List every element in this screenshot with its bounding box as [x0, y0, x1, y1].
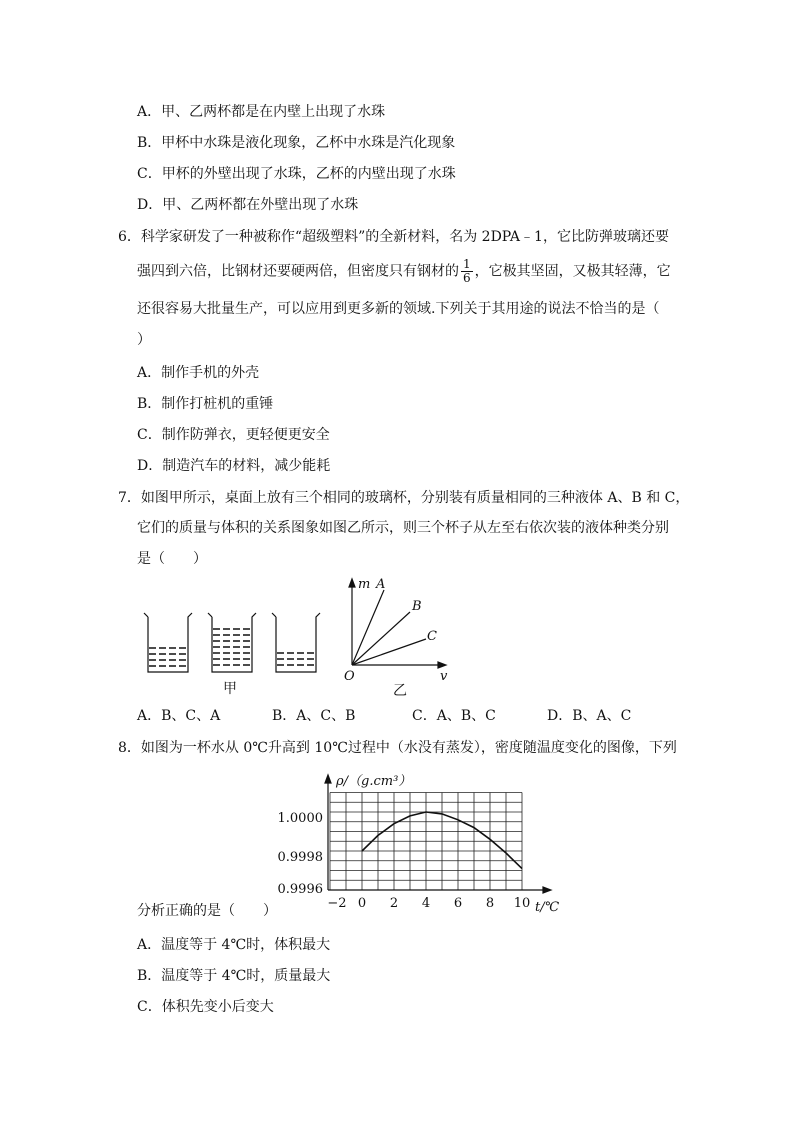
line-c-label: C — [427, 629, 437, 644]
line-b — [352, 612, 410, 665]
q6-line2 — [137, 258, 671, 285]
x-tick-0: 0 — [357, 896, 367, 911]
q7-option-b: B．A、C、B — [272, 708, 356, 724]
x-tick-8: 8 — [485, 896, 495, 911]
q6-line1: 6．科学家研发了一种被称作“超级塑料”的全新材料，名为 2DPA﹣1，它比防弹玻璃还要 — [118, 229, 669, 245]
q5-option-d: D．甲、乙两杯都在外壁出现了水珠 — [137, 197, 359, 213]
q7-line1: 7．如图甲所示，桌面上放有三个相同的玻璃杯，分别装有质量相同的三种液体 A、B 和 C， — [118, 490, 690, 506]
q6-option-a: A．制作手机的外壳 — [137, 365, 260, 381]
q8-option-a: A．温度等于 4℃时，体积最大 — [137, 937, 331, 953]
x-tick-6: 6 — [453, 896, 463, 911]
mass-volume-graph — [340, 575, 460, 685]
axis-v-label: v — [440, 669, 448, 684]
y-axis-arrow — [325, 775, 331, 783]
beaker-left — [144, 613, 192, 672]
x-tick-10: 10 — [513, 896, 531, 911]
line-a — [352, 590, 384, 665]
q8-option-c: C．体积先变小后变大 — [137, 999, 274, 1015]
q7-option-a: A．B、C、A — [137, 708, 221, 724]
q6-option-b: B．制作打桩机的重锤 — [137, 396, 274, 412]
beaker-middle — [208, 613, 256, 672]
q7-line2: 它们的质量与体积的关系图象如图乙所示，则三个杯子从左至右依次装的液体种类分别 — [137, 520, 669, 536]
x-axis-arrow — [543, 887, 551, 893]
q6-line2-pre: 强四到六倍，比钢材还要硬两倍，但密度只有钢材的 — [137, 263, 459, 280]
y-tick-1.0000: 1.0000 — [277, 811, 323, 826]
q6-line4: ） — [137, 332, 151, 348]
y-tick-0.9998: 0.9998 — [277, 850, 323, 865]
density-chart — [270, 768, 570, 918]
q6-line3: 还很容易大批量生产，可以应用到更多新的领域.下列关于其用途的说法不恰当的是（ — [137, 301, 660, 317]
fraction-one-sixth — [461, 258, 473, 285]
beaker-right — [272, 613, 320, 672]
y-tick-0.9996: 0.9996 — [277, 882, 323, 897]
fraction-denominator: 6 — [463, 271, 471, 285]
q7-option-c: C．A、B、C — [412, 708, 496, 724]
axis-m-label: m — [358, 577, 371, 592]
q8-line2: 分析正确的是（ ） — [137, 903, 277, 919]
q7-line3: 是（ ） — [137, 551, 207, 567]
line-a-label: A — [376, 577, 386, 592]
q5-option-c: C．甲杯的外壁出现了水珠，乙杯的内壁出现了水珠 — [137, 166, 456, 182]
q7-option-d: D．B、A、C — [547, 708, 632, 724]
y-axis-title: ρ/（g.cm³） — [336, 774, 412, 789]
fraction-numerator: 1 — [463, 257, 471, 271]
q8-option-b: B．温度等于 4℃时，质量最大 — [137, 968, 331, 984]
x-tick-4: 4 — [421, 896, 431, 911]
q6-line2-post: ，它极其坚固，又极其轻薄，它 — [474, 263, 671, 280]
origin-label: O — [344, 669, 355, 684]
line-c — [352, 639, 426, 665]
x-axis-title: t/℃ — [535, 900, 560, 915]
q5-option-b: B．甲杯中水珠是液化现象，乙杯中水珠是汽化现象 — [137, 135, 456, 151]
line-b-label: B — [412, 599, 422, 614]
x-tick-2: 2 — [389, 896, 399, 911]
q8-line1: 8．如图为一杯水从 0℃升高到 10℃过程中（水没有蒸发），密度随温度变化的图像，下列 — [118, 740, 677, 756]
x-tick--2: −2 — [327, 896, 347, 911]
figure-jia-label: 甲 — [223, 681, 237, 697]
q6-option-d: D．制造汽车的材料，减少能耗 — [137, 458, 331, 474]
q5-option-a: A．甲、乙两杯都是在内壁上出现了水珠 — [137, 104, 386, 120]
q6-option-c: C．制作防弹衣，更轻便更安全 — [137, 427, 330, 443]
figure-yi-label: 乙 — [393, 683, 407, 699]
